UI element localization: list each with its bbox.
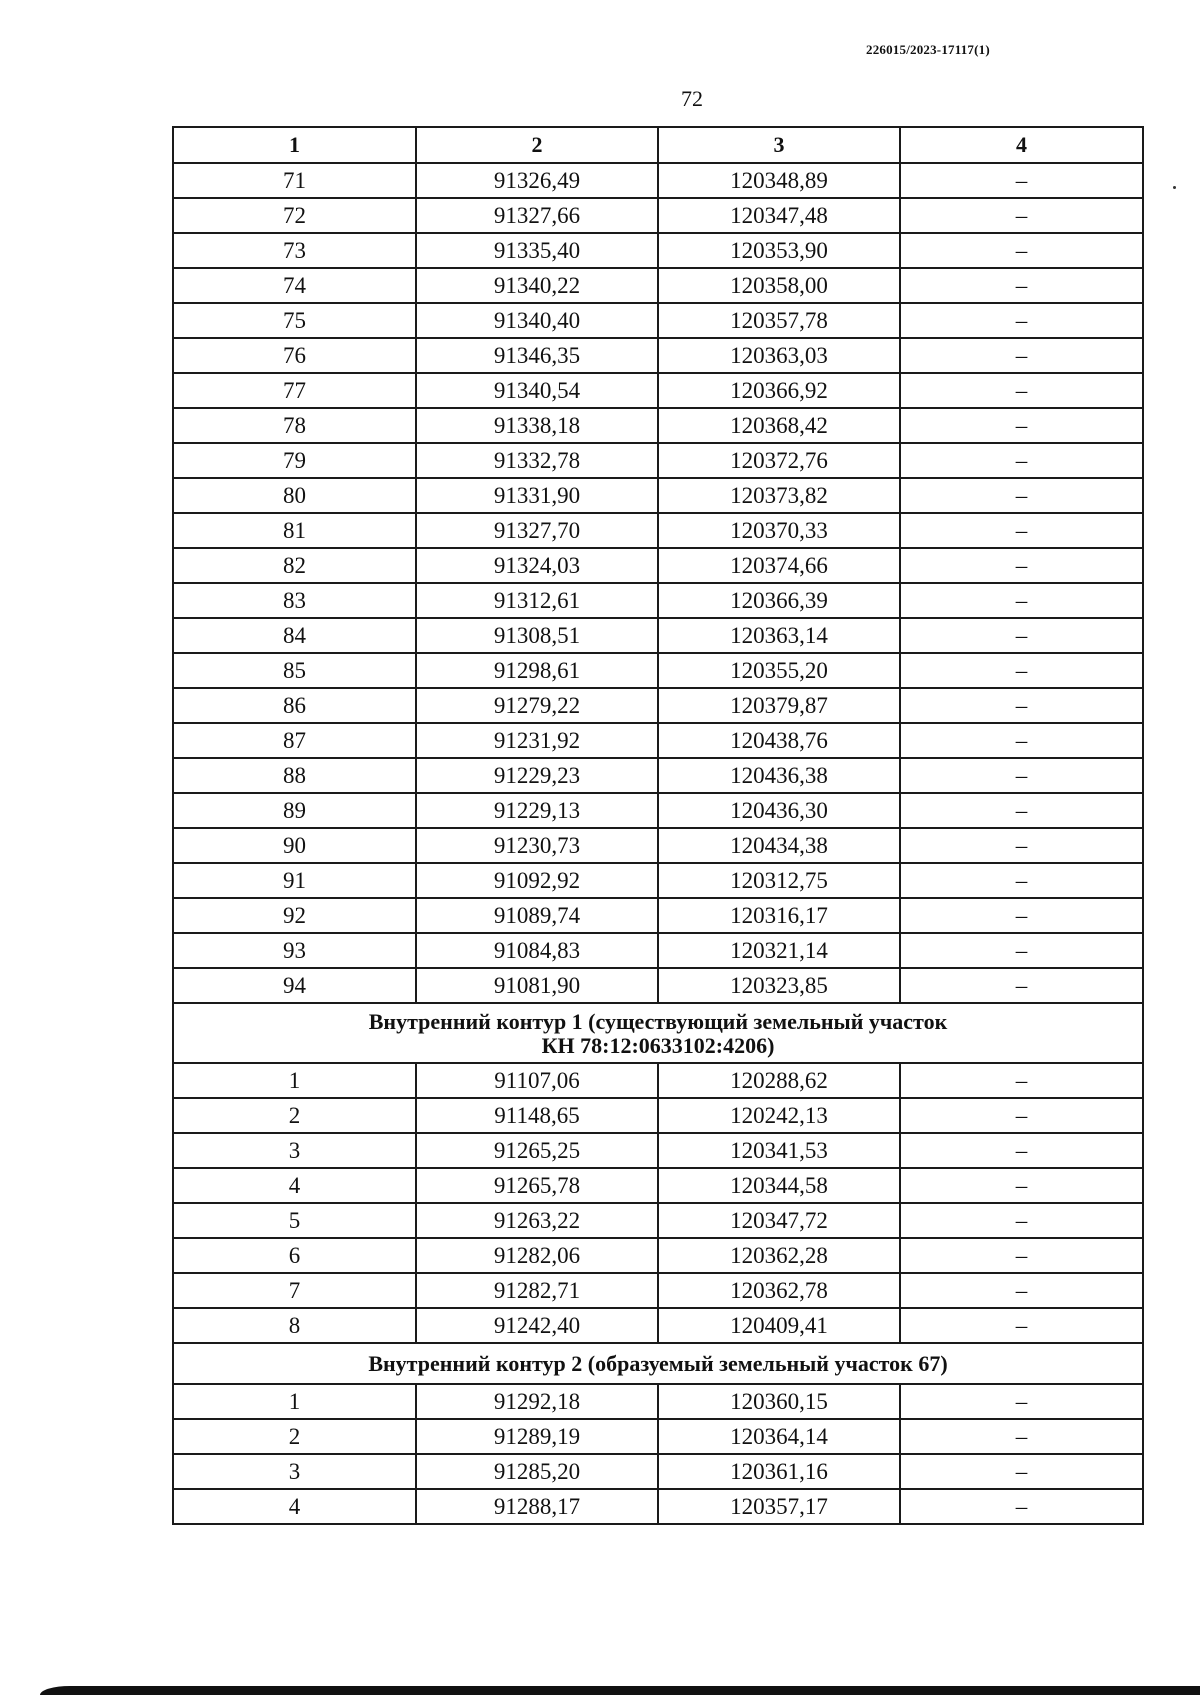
table-cell: 91089,74 [416, 898, 658, 933]
table-row [173, 933, 1143, 968]
table-cell: – [900, 723, 1143, 758]
table-cell: 91331,90 [416, 478, 658, 513]
table-cell: 120358,00 [658, 268, 900, 303]
table-row [173, 1203, 1143, 1238]
table-cell: 91265,25 [416, 1133, 658, 1168]
table-cell: 120379,87 [658, 688, 900, 723]
table-cell: 84 [173, 618, 416, 653]
table-cell: 91 [173, 863, 416, 898]
table-cell: 5 [173, 1203, 416, 1238]
section-title-line: Внутренний контур 2 (образуемый земельный участок 67) [368, 1351, 948, 1377]
table-row [173, 548, 1143, 583]
table-cell: 91279,22 [416, 688, 658, 723]
table-cell: 83 [173, 583, 416, 618]
table-row [173, 618, 1143, 653]
table-cell: 71 [173, 163, 416, 198]
table-cell: 74 [173, 268, 416, 303]
table-cell: 82 [173, 548, 416, 583]
table-cell: – [900, 618, 1143, 653]
table-row [173, 1489, 1143, 1524]
table-cell: – [900, 233, 1143, 268]
table-cell: 120374,66 [658, 548, 900, 583]
column-header: 1 [173, 127, 416, 163]
table-cell: – [900, 198, 1143, 233]
table-cell: 120438,76 [658, 723, 900, 758]
table-row [173, 1133, 1143, 1168]
section-title-cell [173, 1003, 1143, 1063]
table-cell: 120347,72 [658, 1203, 900, 1238]
table-cell: 91084,83 [416, 933, 658, 968]
table-cell: 91332,78 [416, 443, 658, 478]
table-row [173, 968, 1143, 1003]
table-cell: 91265,78 [416, 1168, 658, 1203]
table-row [173, 583, 1143, 618]
column-header: 3 [658, 127, 900, 163]
table-cell: – [900, 548, 1143, 583]
table-cell: 77 [173, 373, 416, 408]
table-row [173, 1308, 1143, 1343]
table-cell: 80 [173, 478, 416, 513]
table-cell: – [900, 1133, 1143, 1168]
column-header: 4 [900, 127, 1143, 163]
table-cell: 78 [173, 408, 416, 443]
table-cell: 91298,61 [416, 653, 658, 688]
table-cell: – [900, 443, 1143, 478]
table-cell: 81 [173, 513, 416, 548]
table-row [173, 793, 1143, 828]
table-cell: 91340,22 [416, 268, 658, 303]
table-row [173, 1419, 1143, 1454]
table-row [173, 408, 1143, 443]
table-cell: – [900, 513, 1143, 548]
table-cell: 91242,40 [416, 1308, 658, 1343]
table-cell: 120362,78 [658, 1273, 900, 1308]
table-cell: 120347,48 [658, 198, 900, 233]
table-cell: 120366,39 [658, 583, 900, 618]
table-cell: – [900, 863, 1143, 898]
table-row [173, 513, 1143, 548]
table-row [173, 303, 1143, 338]
table-cell: 120357,17 [658, 1489, 900, 1524]
table-row [173, 1168, 1143, 1203]
table-cell: 91092,92 [416, 863, 658, 898]
table-cell: 91282,71 [416, 1273, 658, 1308]
table-cell: 91326,49 [416, 163, 658, 198]
table-cell: 76 [173, 338, 416, 373]
table-cell: – [900, 1238, 1143, 1273]
table-cell: 91327,66 [416, 198, 658, 233]
scan-speck [1173, 186, 1176, 189]
table-cell: 91340,54 [416, 373, 658, 408]
table-cell: – [900, 268, 1143, 303]
table-row [173, 478, 1143, 513]
table-row [173, 233, 1143, 268]
table-cell: 6 [173, 1238, 416, 1273]
table-cell: – [900, 758, 1143, 793]
table-row [173, 688, 1143, 723]
table-cell: 91340,40 [416, 303, 658, 338]
table-row [173, 653, 1143, 688]
table-row [173, 758, 1143, 793]
table-cell: 91285,20 [416, 1454, 658, 1489]
table-row [173, 723, 1143, 758]
table-cell: – [900, 1273, 1143, 1308]
table-cell: 79 [173, 443, 416, 478]
table-cell: – [900, 653, 1143, 688]
table-cell: – [900, 898, 1143, 933]
table-row [173, 373, 1143, 408]
table-cell: 120364,14 [658, 1419, 900, 1454]
table-row [173, 898, 1143, 933]
table-cell: 92 [173, 898, 416, 933]
table-row [173, 1273, 1143, 1308]
table-cell: 3 [173, 1454, 416, 1489]
table-cell: 91229,23 [416, 758, 658, 793]
table-cell: 91327,70 [416, 513, 658, 548]
table-cell: 120363,14 [658, 618, 900, 653]
table-cell: 120436,30 [658, 793, 900, 828]
main-contour-rows [173, 163, 1143, 1003]
table-cell: 8 [173, 1308, 416, 1343]
table-cell: 91346,35 [416, 338, 658, 373]
table-cell: 2 [173, 1098, 416, 1133]
table-cell: 120353,90 [658, 233, 900, 268]
inner-contour-1-rows [173, 1063, 1143, 1343]
table-row [173, 338, 1143, 373]
table-cell: 91229,13 [416, 793, 658, 828]
table-cell: – [900, 583, 1143, 618]
section-title-line: Внутренний контур 1 (существующий земельный участок [368, 1008, 948, 1034]
table-cell: 120434,38 [658, 828, 900, 863]
table-cell: 120355,20 [658, 653, 900, 688]
table-cell: 120323,85 [658, 968, 900, 1003]
column-header: 2 [416, 127, 658, 163]
table-cell: 120368,42 [658, 408, 900, 443]
table-row [173, 163, 1143, 198]
table-cell: 120370,33 [658, 513, 900, 548]
table-cell: – [900, 478, 1143, 513]
table-cell: 94 [173, 968, 416, 1003]
table-cell: 120362,28 [658, 1238, 900, 1273]
page-number: 72 [681, 86, 703, 111]
table-cell: – [900, 408, 1143, 443]
table-cell: 91308,51 [416, 618, 658, 653]
table-cell: – [900, 338, 1143, 373]
table-cell: 120242,13 [658, 1098, 900, 1133]
table-cell: 87 [173, 723, 416, 758]
table-cell: 91292,18 [416, 1384, 658, 1419]
table-cell: 91289,19 [416, 1419, 658, 1454]
table-cell: 75 [173, 303, 416, 338]
table-cell: – [900, 303, 1143, 338]
table-cell: 4 [173, 1489, 416, 1524]
table-cell: – [900, 373, 1143, 408]
table-cell: – [900, 793, 1143, 828]
table-cell: 120357,78 [658, 303, 900, 338]
inner-contour-1 [173, 1003, 1143, 1063]
table-cell: – [900, 1454, 1143, 1489]
table-cell: – [900, 1063, 1143, 1098]
scan-edge-band [40, 1686, 1200, 1695]
inner-contour-2-rows [173, 1384, 1143, 1524]
coordinates-table [172, 126, 1144, 1525]
table-cell: – [900, 163, 1143, 198]
table-cell: – [900, 1384, 1143, 1419]
table-cell: 120361,16 [658, 1454, 900, 1489]
table-cell: 91148,65 [416, 1098, 658, 1133]
inner-contour-2 [173, 1343, 1143, 1384]
table-cell: 120348,89 [658, 163, 900, 198]
table-cell: 1 [173, 1063, 416, 1098]
table-cell: 88 [173, 758, 416, 793]
table-row [173, 1454, 1143, 1489]
section-row [173, 1003, 1143, 1063]
table-row [173, 198, 1143, 233]
table-cell: 120409,41 [658, 1308, 900, 1343]
table-cell: – [900, 1419, 1143, 1454]
table-cell: 90 [173, 828, 416, 863]
table-cell: 93 [173, 933, 416, 968]
table-cell: 1 [173, 1384, 416, 1419]
table-cell: 91312,61 [416, 583, 658, 618]
table-row [173, 1098, 1143, 1133]
table-cell: 91324,03 [416, 548, 658, 583]
table-cell: 4 [173, 1168, 416, 1203]
table-cell: 91263,22 [416, 1203, 658, 1238]
table-cell: 91335,40 [416, 233, 658, 268]
table-row [173, 863, 1143, 898]
table-cell: – [900, 1098, 1143, 1133]
table-header-row [173, 127, 1143, 163]
table-row [173, 1384, 1143, 1419]
section-row [173, 1343, 1143, 1384]
table-cell: – [900, 968, 1143, 1003]
table-cell: 120363,03 [658, 338, 900, 373]
document-id: 226015/2023-17117(1) [866, 42, 990, 57]
table-cell: 120344,58 [658, 1168, 900, 1203]
table-cell: 120372,76 [658, 443, 900, 478]
table-cell: 73 [173, 233, 416, 268]
table-cell: 91231,92 [416, 723, 658, 758]
table-cell: – [900, 1168, 1143, 1203]
table-cell: 86 [173, 688, 416, 723]
table-cell: 91338,18 [416, 408, 658, 443]
table-row [173, 443, 1143, 478]
table-cell: – [900, 828, 1143, 863]
table-cell: 120312,75 [658, 863, 900, 898]
table-cell: 7 [173, 1273, 416, 1308]
section-title-cell [173, 1343, 1143, 1384]
table-cell: 120373,82 [658, 478, 900, 513]
table-cell: 85 [173, 653, 416, 688]
table-cell: – [900, 688, 1143, 723]
table-cell: 91107,06 [416, 1063, 658, 1098]
table-row [173, 1238, 1143, 1273]
table-cell: – [900, 1489, 1143, 1524]
table-cell: 2 [173, 1419, 416, 1454]
table-row [173, 268, 1143, 303]
table-cell: – [900, 933, 1143, 968]
table-cell: 91081,90 [416, 968, 658, 1003]
table-cell: 120321,14 [658, 933, 900, 968]
table-row [173, 1063, 1143, 1098]
table-cell: 91288,17 [416, 1489, 658, 1524]
table-cell: 120436,38 [658, 758, 900, 793]
table-cell: – [900, 1308, 1143, 1343]
table-cell: 120316,17 [658, 898, 900, 933]
table-row [173, 828, 1143, 863]
table-cell: 91282,06 [416, 1238, 658, 1273]
table-cell: 89 [173, 793, 416, 828]
table-cell: 72 [173, 198, 416, 233]
table-cell: 91230,73 [416, 828, 658, 863]
table-cell: 3 [173, 1133, 416, 1168]
table-cell: 120341,53 [658, 1133, 900, 1168]
section-title-line: КН 78:12:0633102:4206) [541, 1033, 775, 1058]
table-cell: 120366,92 [658, 373, 900, 408]
table-cell: 120360,15 [658, 1384, 900, 1419]
table-cell: – [900, 1203, 1143, 1238]
table-cell: 120288,62 [658, 1063, 900, 1098]
